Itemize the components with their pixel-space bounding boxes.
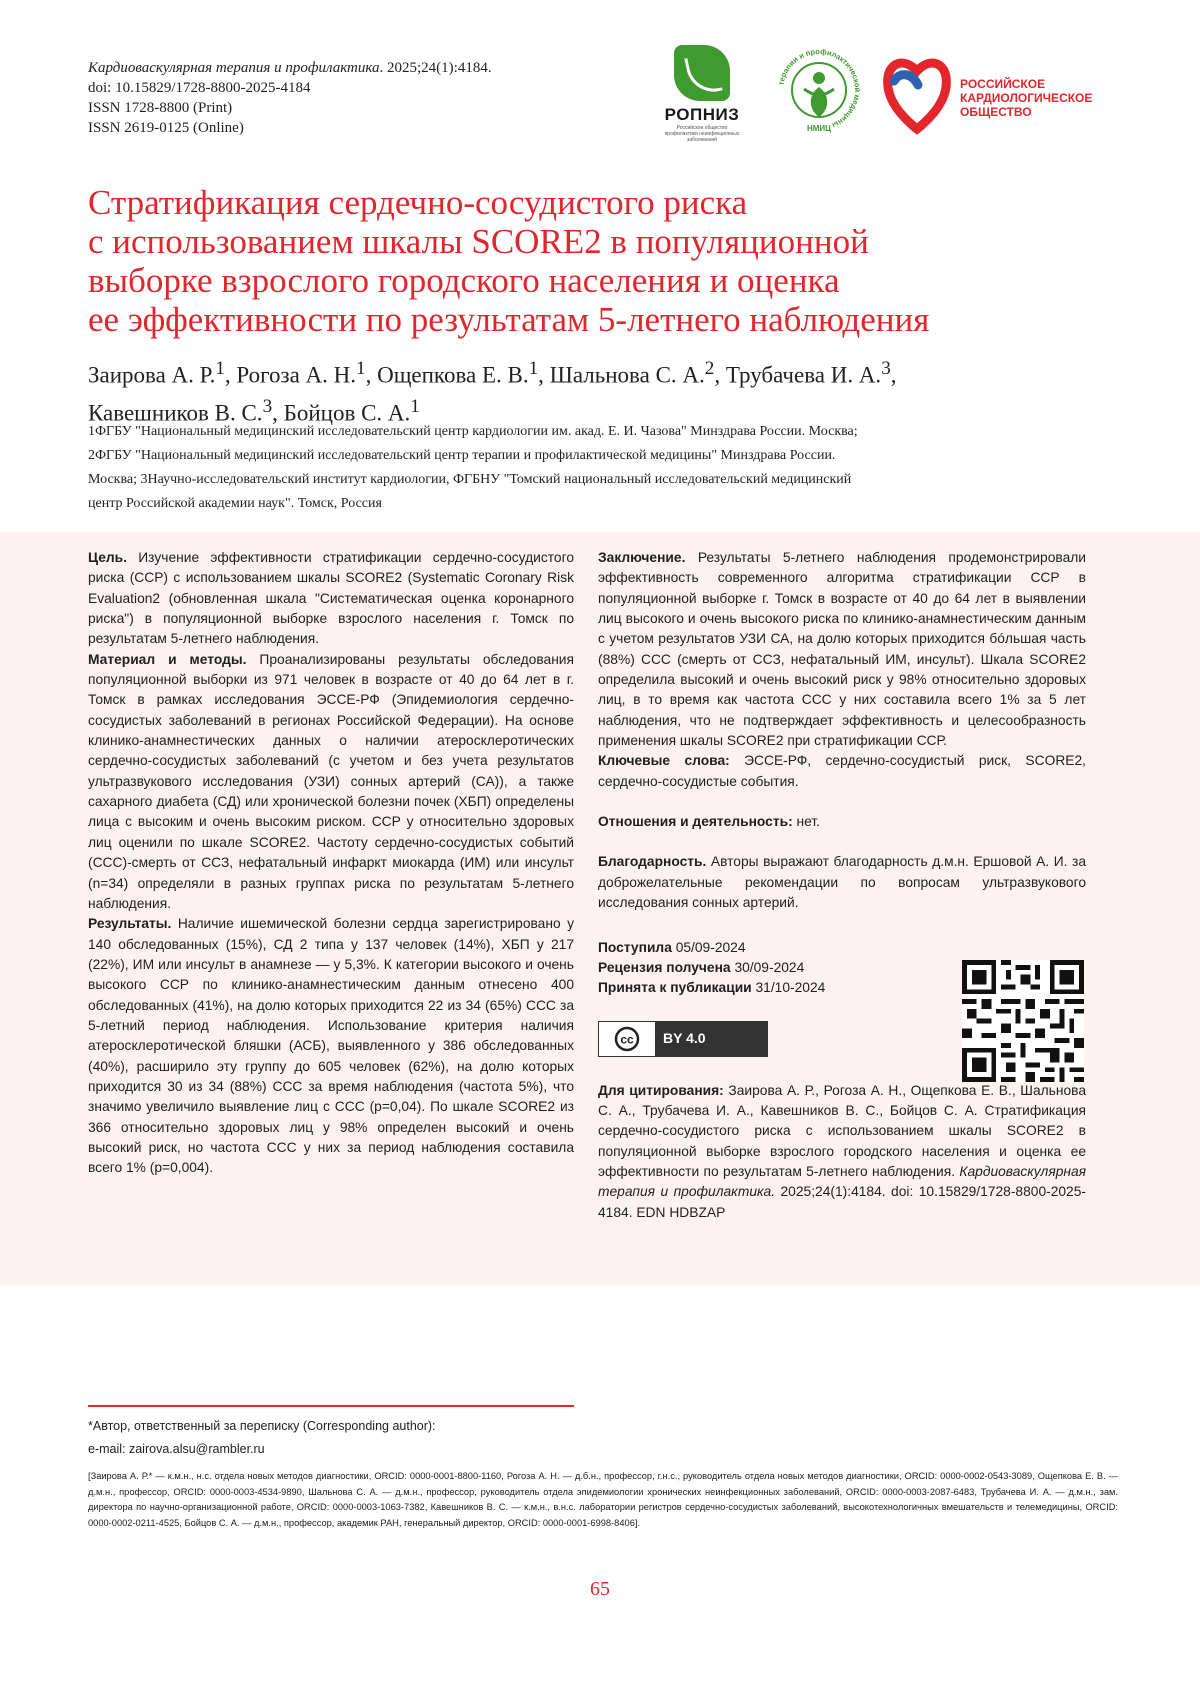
author-orcid-list: [Заирова А. Р.* — к.м.н., н.с. отдела новых методов диагностики, ORCID: 0000-0001-8800-1160, Рогоза А. Н. — д.б.н., профессор, г.н.с., руководитель отдела новых методов диагностики, ORCID: 0000-0002-0543-3089, Ощепкова Е. В. — д.м.н., профессор, ORCID: 0000-0003-4534-9890, Шальнова С. А. — д.м.н., профессор, руководитель отдела эпидемиологии хронических неинфекционных заболеваний, ORCID: 0000-0003-2087-6483, Трубачева И. А. — д.м.н., зам. директора по научно-организационной работе, ORCID: 0000-0003-1063-7382, Кавешников В. С. — к.м.н., в.н.с. лаборатории регистров сердечно-сосудистых заболеваний, высокотехнологичных вмешательств и телемедицины, ORCID: 0000-0002-0211-4525, Бойцов С. А. — д.м.н., профессор, академик РАН, генеральный директор, ORCID: 0000-0001-6998-8406]. — [88, 1469, 1118, 1531]
results-paragraph: Результаты. Наличие ишемической болезни сердца зарегистрировано у 140 обследованных (15%), СД 2 типа у 137 человек (14%), ХБП у 217 (22%), ИМ или инсульт в анамнезе — у 5,3%. К категории высокого и очень высокого ССР по клинико-анамнестическим данным отнесено 400 обследованных (41%), на долю которых приходится 22 из 34 (65%) ССС за 5-летний период наблюдения. Использование критерия наличия атеросклеротической бляшки (АСБ), выявленного у 386 обследованных (40%), расширило эту группу до 605 человек (62%), на долю которых приходится 30 из 34 (88%) ССС за время наблюдения (частота 5%), что значимо увеличило выявление лиц с ССС (p=0,04). По шкале SCORE2 из 366 относительно здоровых лиц у 98% определен высокий и очень высокий риск, но частота ССС у них за период наблюдения составила всего 1% (p=0,004). — [88, 914, 574, 1178]
cc-icon — [599, 1022, 655, 1056]
nmic-logo — [774, 45, 864, 135]
page-number: 65 — [0, 1578, 1200, 1601]
svg-text:cc: cc — [620, 1032, 634, 1046]
nmic-ring-text: терапии и профилактической медицины — [776, 47, 862, 130]
rko-heart-icon — [882, 51, 952, 135]
qr-code-icon[interactable] — [962, 960, 1084, 1082]
affiliations: 1ФГБУ "Национальный медицинский исследовательский центр кардиологии им. акад. Е. И. Чазова" Минздрава России. Москва; 2ФГБУ "Национальный медицинский исследовательский центр терапии и профилактической медицины" Минздрава России. Москва; 3Научно-исследовательский институт кардиологии, ФГБНУ "Томский национальный исследовательский медицинский центр Российской академии наук". Томск, Россия — [88, 420, 1118, 516]
issn-print: ISSN 1728-8800 (Print) — [88, 98, 688, 118]
journal-ref: . 2025;24(1):4184. — [380, 60, 492, 76]
abstract-right-column — [598, 548, 1086, 1223]
methods-paragraph: Материал и методы. Проанализированы результаты обследования популяционной выборки из 971 человек в возрасте от 40 до 64 лет в г. Томск в рамках исследования ЭССЕ-РФ (Эпидемиология сердечно-сосудистых заболеваний в регионах Российской Федерации). На основе клинико-анамнестических данных о наличии атеросклеротических сердечно-сосудистых заболеваний (с учетом и без учета результатов ультразвукового исследования (УЗИ) сонных артерий (СА)), а также сахарного диабета (СД) или хронической болезни почек (ХБП) определены лица с высоким и очень высоким риском. ССР у относительно здоровых лиц оценили по шкале SCORE2. Частоту сердечно-сосудистых событий (ССС)-смерть от ССЗ, нефатальный инфаркт миокарда (ИМ) или инсульт (n=34) определяли в разных группах риска по результатам 5-летнего наблюдения. — [88, 650, 574, 914]
received-date: Поступила 05/09-2024 — [598, 938, 1086, 958]
abstract-left-column — [88, 548, 574, 1179]
footer-divider — [88, 1405, 574, 1407]
citation-paragraph: Для цитирования: Заирова А. Р., Рогоза А. Н., Ощепкова Е. В., Шальнова С. А., Трубачева И. А., Кавешников В. С., Бойцов С. А. Стратификация сердечно-сосудистого риска с использованием шкалы SCORE2 в популяционной выборке взрослого городского населения и оценка ее эффективности по результатам 5-летнего наблюдения. Кардиоваскулярная терапия и профилактика. 2025;24(1):4184. doi: 10.15829/1728-8800-2025-4184. EDN HDBZAP — [598, 1081, 1086, 1223]
aim-paragraph: Цель. Изучение эффективности стратификации сердечно-сосудистого риска (ССР) с использованием шкалы SCORE2 (Systematic Coronary Risk Evaluation2 (обновленная шкала "Систематическая оценка коронарного риска") в популяционной выборке взрослого населения г. Томск по результатам 5-летнего наблюдения. — [88, 548, 574, 650]
cc-by-label: BY 4.0 — [655, 1022, 767, 1056]
ropniz-logo — [662, 45, 742, 143]
journal-header — [88, 58, 688, 138]
journal-name: Кардиоваскулярная терапия и профилактика — [88, 60, 380, 76]
leaf-icon — [674, 45, 730, 101]
corresponding-author: *Автор, ответственный за переписку (Corresponding author): — [88, 1415, 1118, 1438]
accepted-date: Принята к публикации 31/10-2024 — [598, 978, 1086, 998]
cc-license-badge[interactable] — [598, 1021, 768, 1057]
publisher-logos — [662, 45, 1112, 145]
ropniz-subtext: Российское общество профилактики неинфекционных заболеваний — [662, 125, 742, 143]
nmic-text: НМИЦ — [807, 124, 831, 133]
conclusion-paragraph: Заключение. Результаты 5-летнего наблюдения продемонстрировали эффективность современного алгоритма стратификации ССР в популяционной выборке г. Томск в возрасте от 40 до 64 лет в выявлении лиц высокого и очень высокого риска по клинико-анамнестическим данным с учетом результатов УЗИ СА, на долю которых приходится бóльшая часть (88%) ССС (смерть от ССЗ, нефатальный ИМ, инсульт). Шкала SCORE2 определила высокий и очень высокий риск у 98% относительно здоровых лиц, в то время как частота ССС у них составила всего 1% за 5 лет наблюдения, что не подтверждает эффективность и целесообразность применения шкалы SCORE2 при стратификации ССР. — [598, 548, 1086, 751]
keywords-paragraph: Ключевые слова: ЭССЕ-РФ, сердечно-сосудистый риск, SCORE2, сердечно-сосудистые события. — [598, 751, 1086, 792]
article-title: Стратификация сердечно-сосудистого риска с использованием шкалы SCORE2 в популяционной выборке взрослого городского населения и оценка ее эффективности по результатам 5-летнего наблюдения — [88, 183, 1118, 339]
author-list: Заирова А. Р.1, Рогоза А. Н.1, Ощепкова Е. В.1, Шальнова С. А.2, Трубачева И. А.3, Кавешников В. С.3, Бойцов С. А.1 — [88, 353, 1118, 428]
thanks-paragraph: Благодарность. Авторы выражают благодарность д.м.н. Ершовой А. И. за доброжелательные рекомендации по вопросам ультразвукового исследования сонных артерий. — [598, 852, 1086, 913]
doi: doi: 10.15829/1728-8800-2025-4184 — [88, 78, 688, 98]
review-date: Рецензия получена 30/09-2024 — [598, 958, 1086, 978]
ropniz-text: РОПНИЗ — [662, 105, 742, 125]
issn-online: ISSN 2619-0125 (Online) — [88, 118, 688, 138]
rko-text: РОССИЙСКОЕ КАРДИОЛОГИЧЕСКОЕ ОБЩЕСТВО — [960, 77, 1092, 119]
footer — [88, 1405, 1118, 1531]
relations-paragraph: Отношения и деятельность: нет. — [598, 812, 1086, 832]
author-email[interactable]: e-mail: zairova.alsu@rambler.ru — [88, 1438, 1118, 1461]
